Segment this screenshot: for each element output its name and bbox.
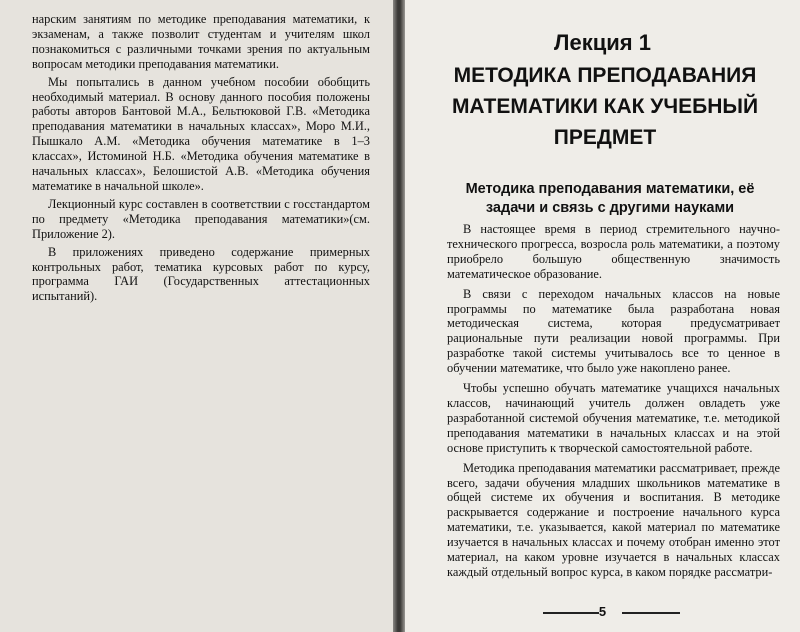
page-number: 5 <box>598 604 607 619</box>
left-paragraph: Лекционный курс составлен в соответствии с госстандартом по предмету «Методика преподавания математики»(см. Приложение 2). <box>32 196 370 241</box>
right-paragraph: В связи с переходом начальных классов на новые программы по математике была разработана новая методическая система, которая предусматривает рациональные пути реализации новой программы. При разработке такой системы учитывалось все то ценное в обучении математике, что было уже накоплено ранее. <box>447 286 780 376</box>
chapter-title: МЕТОДИКА ПРЕПОДАВАНИЯ МАТЕМАТИКИ КАК УЧЕБНЫЙ ПРЕДМЕТ <box>451 64 759 149</box>
left-paragraph: нарским занятиям по методике преподавания математики, к экзаменам, а также позволит студентам и учителям школ познакомиться с различными точками зрения по актуальным вопросам методики преподавания математики. <box>32 12 370 71</box>
section-heading: Методика преподавания математики, её задачи и связь с другими науками <box>465 181 755 216</box>
right-paragraph: В настоящее время в период стремительного научно-технического прогресса, возросла роль математики, а поэтому приобрело большую общественную значимость математическое образование. <box>447 222 780 281</box>
book-gutter <box>393 0 405 632</box>
lecture-label: Лекция 1 <box>554 30 651 55</box>
left-paragraph: Мы попытались в данном учебном пособии обобщить необходимый материал. В основу данного пособия положены работы авторов Бантовой М.А., Бельтюковой Г.В. «Методика преподавания математики в начальных классах», Моро М.И., Пышкало А.М. «Методика обучения математике в 1–3 классах», Истоминой Н.Б. «Методика обучения математике в начальных классах», Белошистой А.В. «Методика обучения математике в начальной школе». <box>32 74 370 193</box>
left-paragraph: В приложениях приведено содержание примерных контрольных работ, тематика курсовых работ по курсу, программа ГАИ (Государственных аттестационных испытаний). <box>32 244 370 304</box>
left-page-body <box>32 12 370 307</box>
right-paragraph: Методика преподавания математики рассматривает, прежде всего, задачи обучения младших школьников математике в общей системе их обучения и воспитания. В методике раскрывается содержание и построение начального курса математики, т.е. указывается, какой материал по математике изучается в начальных классах и почему отобран именно этот материал, на каком уровне изучается в начальных классах каждый отдельный вопрос курса, в каком порядке рассматри- <box>447 460 780 579</box>
right-paragraph: Чтобы успешно обучать математике учащихся начальных классов, начинающий учитель должен овладеть уже разработанной системой обучения математике, т.е. методикой преподавания математики в начальных классах и на этой основе приступить к творческой самостоятельной работе. <box>447 381 780 455</box>
footer-rule-right <box>622 612 680 614</box>
right-page-body <box>447 222 780 585</box>
